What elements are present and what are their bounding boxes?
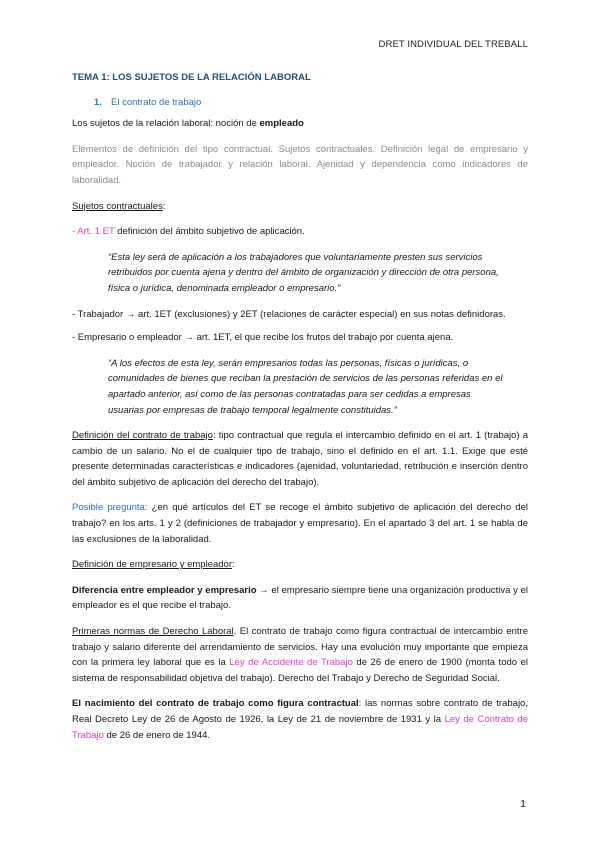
def-empresario-heading-text: Definición de empresario y empleador <box>72 559 232 571</box>
diferencia-text: → el empresario siempre tiene una organización productiva y el empleador es el que recibe el trabajo. <box>72 584 528 612</box>
nacimiento-text1: : las normas sobre contrato de trabajo, Real Decreto Ley de 26 de Agosto de 1926, la Ley de 21 de noviembre de 1931 y la <box>72 698 528 725</box>
definicion-contrato-heading: Definición del contrato de trabajo <box>72 430 213 442</box>
diferencia-bold: Diferencia entre empleador y empresario <box>72 584 257 596</box>
posible-pregunta <box>72 500 528 547</box>
art1-line <box>72 224 528 240</box>
bullet-trabajador: - Trabajador → art. 1ET (exclusiones) y 2ET (relaciones de carácter especial) en sus notas definidoras. <box>72 308 506 320</box>
quote-trabajador: “Esta ley será de aplicación a los trabajadores que voluntariamente presten sus servicios retribuidos por cuenta ajena y dentro del ámbito de organización y dirección de otra persona, física o jurídica, denominada empleador o empresario.” <box>108 251 499 294</box>
pregunta-text: ¿en qué artículos del ET se recoge el ámbito subjetivo de aplicación del derecho del trabajo? en los arts. 1 y 2 (definiciones de trabajador y empresario). En el apartado 3 del art. 1 se habla de las exclusiones de la laboralidad. <box>72 502 528 545</box>
section-heading <box>94 95 528 111</box>
subtitle <box>72 116 528 132</box>
def-empresario-colon: : <box>232 559 235 571</box>
sujetos-heading-text: Sujetos contractuales <box>72 200 163 212</box>
ley-contrato-link[interactable]: Ley de Contrato de Trabajo <box>72 714 528 741</box>
sujetos-colon: : <box>162 200 166 212</box>
section-title: El contrato de trabajo <box>111 96 202 108</box>
definicion-contrato-text: : tipo contractual que regula el intercambio definido en el art. 1 (trabajo) a cambio de un salario. No el de cualquier tipo de trabajo, sino el definido en el art. 1.1. Exige que esté presente determinadas características e indicadores (ajenidad, voluntariedad, retribución e inserción dentro del ámbito subjetivo de aplicación del derecho del trabajo). <box>72 430 528 488</box>
sujetos-heading <box>72 199 528 215</box>
running-header: DRET INDIVIDUAL DEL TREBALL <box>378 39 528 50</box>
art1-dash: - <box>72 226 78 238</box>
nacimiento-bold: El nacimiento del contrato de trabajo como figura contractual <box>72 698 359 710</box>
subtitle-lead: Los sujetos de la relación laboral: noción de <box>72 118 260 130</box>
quote-empresario: “A los efectos de esta ley, serán empresarios todas las personas, físicas o jurídicas, o comunidades de bienes que reciban la prestación de servicios de las personas referidas en el apartado anterior, así como de las personas contratadas para ser cedidas a empresas usuarias por empresas de trabajo temporal legalmente constituidas.” <box>108 357 503 416</box>
ley-accidente-link[interactable]: Ley de Accidente de Trabajo <box>229 657 353 669</box>
summary-paragraph: Elementos de definición del tipo contractual. Sujetos contractuales. Definición legal de empresario y empleador. Noción de trabajador y relación laboral. Ajenidad y dependencia como indicadores de laboralidad. <box>72 143 528 186</box>
bullet-empresario: - Empresario o empleador → art. 1ET, el que recibe los frutos del trabajo por cuenta ajena. <box>72 332 454 344</box>
section-number: 1. <box>94 96 102 108</box>
nacimiento-text2: de 26 de enero de 1944. <box>103 729 211 741</box>
pregunta-label: Posible pregunta: <box>72 502 148 514</box>
primeras-text2: de 26 de enero de 1900 (monta todo el sistema de responsabilidad objetiva del trabajo). Derecho del Trabajo y Derecho de Seguridad Social. <box>72 657 529 684</box>
page-content <box>72 70 528 743</box>
page-number: 1 <box>520 798 526 810</box>
art1-rest: definición del ámbito subjetivo de aplicación. <box>114 226 305 238</box>
subtitle-bold: empleado <box>259 118 304 130</box>
def-empresario-heading <box>72 557 528 573</box>
definicion-contrato <box>72 428 528 490</box>
primeras-heading: Primeras normas de Derecho Laboral <box>72 626 234 638</box>
art1-link[interactable]: Art. 1 ET <box>77 226 115 238</box>
diferencia-paragraph <box>72 583 528 614</box>
tema-heading: TEMA 1: LOS SUJETOS DE LA RELACIÓN LABORAL <box>72 72 311 83</box>
nacimiento-paragraph <box>72 696 528 743</box>
primeras-text1: . El contrato de trabajo como figura contractual de intercambio entre trabajo y salario diferente del arrendamiento de servicios. Hay una evolución muy importante que empieza con la primera ley laboral que es la <box>72 626 528 669</box>
primeras-normas-paragraph <box>72 624 528 686</box>
